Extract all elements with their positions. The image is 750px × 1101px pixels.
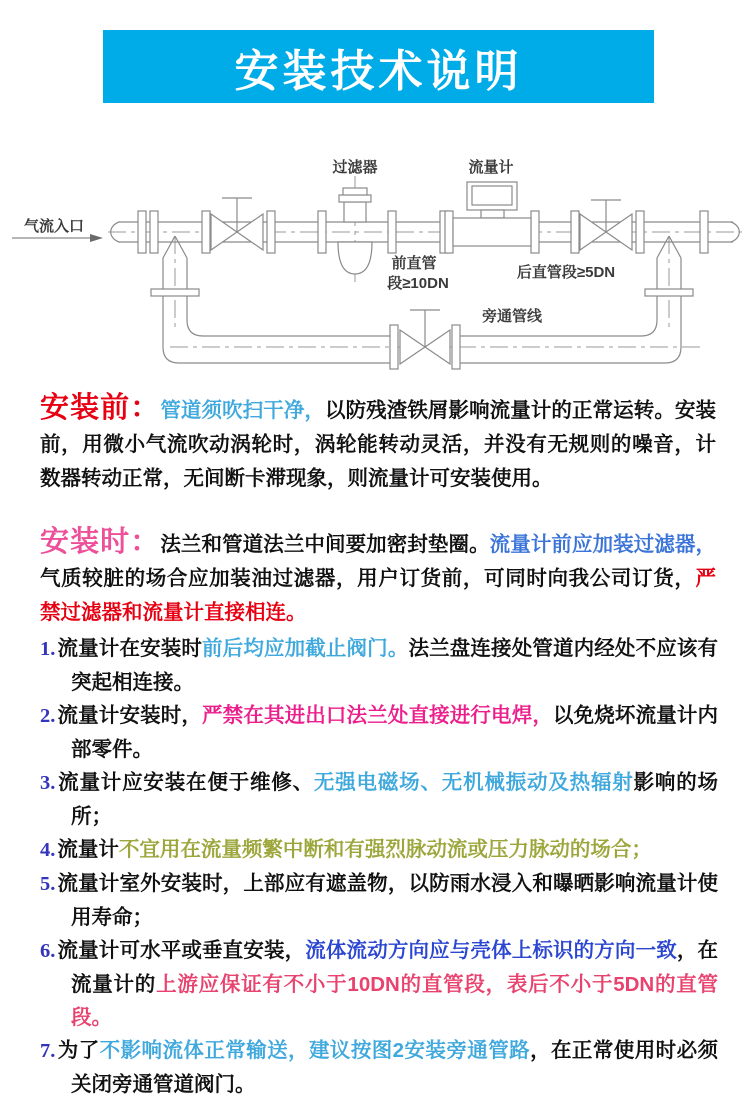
- text-segment: 以防残渣铁屑影响流量计的正常运转。安装前，用微小气流吹动涡轮时，涡轮能转动灵活，并没有无规则的噪音，计数器转动正常，无间断卡滞现象，则流量计可安装使用。: [40, 399, 717, 490]
- install-before-paragraph: [40, 391, 716, 496]
- list-item-number: 6.: [40, 940, 56, 962]
- flange: [318, 211, 326, 253]
- text-segment: 流量计可水平或垂直安装，: [57, 939, 306, 962]
- diagram-label-front-straight-2: 段≥10DN: [387, 275, 449, 292]
- flange: [445, 211, 453, 253]
- text-segment: 流量计室外安装时，上部应有遮盖物，以防雨水浸入和曝晒影响流量计使用寿命；: [57, 872, 718, 929]
- installation-notes-list: [40, 632, 718, 1101]
- diagram-label-front-straight-1: 前直管: [391, 255, 437, 272]
- install-during-heading: 安装时：: [40, 526, 161, 558]
- text-segment: 法兰盘连接处管道内经处不应该有突起相连接。: [71, 637, 719, 694]
- diagram-container: [0, 140, 750, 375]
- text-segment: 影响的场所；: [71, 771, 719, 828]
- flange: [138, 211, 146, 253]
- text-segment: 不宜用在流量频繁中断和有强烈脉动流或压力脉动的场合；: [118, 838, 652, 861]
- diagram-label-inlet: 气流入口: [24, 218, 85, 235]
- text-segment: 为了: [57, 1039, 100, 1062]
- diagram-label-bypass: 旁通管线: [481, 308, 543, 325]
- flange: [151, 289, 199, 296]
- flange: [452, 325, 460, 369]
- filter-cap: [343, 188, 367, 195]
- flange: [388, 211, 396, 253]
- inlet-arrow-head: [90, 234, 103, 242]
- text-segment: 流体流动方向应与壳体上标识的方向一致: [305, 939, 677, 962]
- install-during-paragraph: [40, 525, 716, 630]
- valve-body: [237, 214, 263, 250]
- list-item-number: 4.: [40, 839, 56, 861]
- list-item-1: [40, 632, 718, 699]
- text-segment: 严禁过滤器和流量计直接相连。: [40, 567, 716, 624]
- filter-body: [344, 202, 366, 222]
- text-segment: ，在流量计的: [71, 939, 719, 996]
- list-item-text: [57, 1039, 718, 1096]
- flange: [636, 211, 644, 253]
- text-segment: 流量计安装时，: [57, 704, 203, 727]
- valve-body: [425, 330, 450, 364]
- list-item-text: [57, 872, 718, 929]
- flowmeter-display-screen: [472, 186, 512, 205]
- page-title: 安装技术说明: [234, 46, 523, 96]
- filter-cap: [339, 195, 371, 202]
- flange: [645, 289, 693, 296]
- flange: [390, 325, 398, 369]
- flange: [571, 211, 579, 253]
- list-item-text: [57, 939, 718, 1029]
- text-segment: 无强电磁场、无机械振动及热辐射: [313, 771, 634, 794]
- diagram-label-filter: 过滤器: [332, 159, 378, 176]
- text-segment: 气质较脏的场合应加装油过滤器，用户订货前，可同时向我公司订货，: [40, 567, 696, 590]
- text-segment: 严禁在其进出口法兰处直接进行电焊，: [202, 704, 553, 727]
- filter-bowl: [338, 242, 372, 274]
- diagram-label-rear-straight: 后直管段≥5DN: [516, 264, 616, 281]
- flange: [267, 211, 275, 253]
- diagram-label-flowmeter: 流量计: [468, 159, 514, 176]
- list-item-3: [40, 766, 718, 833]
- list-item-text: [57, 637, 718, 694]
- list-item-7: [40, 1034, 718, 1101]
- install-before-heading: 安装前：: [40, 392, 161, 424]
- text-segment: 流量计前应加装过滤器，: [489, 533, 716, 556]
- list-item-text: [57, 704, 718, 761]
- valve-body: [400, 330, 425, 364]
- text-segment: 前后均应加截止阀门。: [202, 637, 409, 660]
- list-item-text: [57, 838, 652, 861]
- list-item-text: [57, 771, 718, 828]
- list-item-number: 3.: [40, 772, 56, 794]
- flange: [202, 211, 210, 253]
- text-segment: 以免烧坏流量计内部零件。: [71, 704, 719, 761]
- text-segment: 法兰和管道法兰中间要加密封垫圈。: [160, 533, 490, 556]
- list-item-6: [40, 934, 718, 1034]
- text-segment: 管道须吹扫干净，: [160, 399, 326, 422]
- list-item-number: 2.: [40, 705, 56, 727]
- flowmeter-body: [453, 218, 531, 246]
- text-segment: ，在正常使用时必须关闭旁通管道阀门。: [71, 1039, 719, 1096]
- text-segment: 上游应保证有不小于10DN的直管段，表后不小于5DN的直管段。: [71, 973, 719, 1029]
- valve-body: [606, 214, 632, 250]
- list-item-2: [40, 699, 718, 766]
- text-segment: 流量计在安装时: [57, 637, 203, 660]
- flange: [150, 211, 158, 253]
- flowmeter-neck: [481, 210, 504, 218]
- list-item-5: [40, 867, 718, 934]
- list-item-number: 7.: [40, 1040, 56, 1062]
- list-item-4: [40, 833, 718, 867]
- flange: [700, 211, 708, 253]
- text-segment: 流量计: [57, 838, 119, 861]
- list-item-number: 1.: [40, 638, 56, 660]
- header-banner: [103, 30, 654, 103]
- text-segment: 流量计应安装在便于维修、: [57, 771, 314, 794]
- flange: [531, 211, 539, 253]
- valve-body: [211, 214, 237, 250]
- pipeline-diagram: [0, 140, 750, 375]
- list-item-number: 5.: [40, 873, 56, 895]
- valve-body: [580, 214, 606, 250]
- text-segment: 不影响流体正常输送，建议按图2安装旁通管路: [99, 1039, 531, 1062]
